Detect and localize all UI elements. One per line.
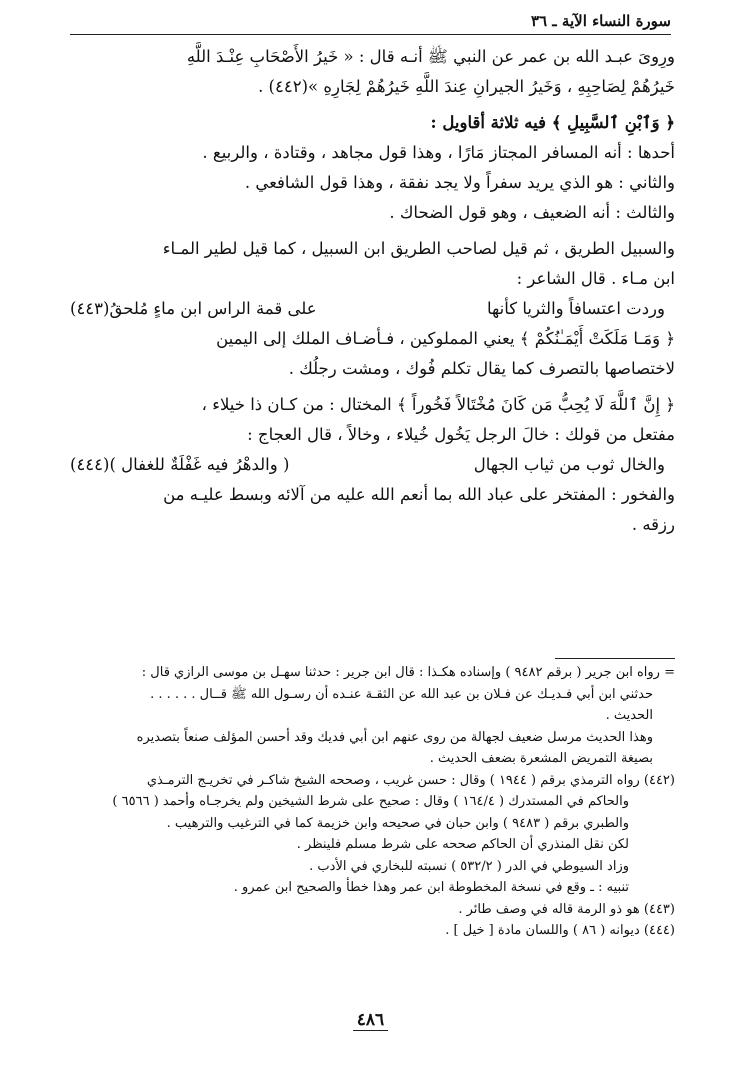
footnote-line: والطبري برقم ( ٩٤٨٣ ) وابن حبان في صحيحه وابن خزيمة كما في الترغيب والترهيب .	[166, 815, 629, 831]
text-line: لاختصاصها بالتصرف كما يقال تكلم فُوك ، ومشت رجلُك .	[288, 359, 675, 378]
footnote-line: تنبيه : ـ وقع في نسخة المخطوطة ابن عمر وهذا خطأ والصحيح ابن عمرو .	[233, 880, 629, 895]
text-line: أحدها : أنه المسافر المجتاز مَارًا ، وهذا قول مجاهد ، وقتادة ، والربيع .	[202, 143, 675, 162]
main-text	[70, 42, 675, 540]
footnote-line: بصيغة التمريض المشعرة بضعف الحديث .	[429, 751, 653, 766]
text-line: والسبيل الطريق ، ثم قيل لصاحب الطريق ابن السبيل ، كما قيل لطير المـاء	[162, 239, 675, 258]
text-line: والفخور : المفتخر على عباد الله بما أنعم الله عليه من آلائه وبسط عليـه من	[163, 485, 675, 504]
text-line: مفتعل من قولك : خالَ الرجل يَخُول خُيلاء ، وخالاً ، قال العجاج :	[247, 425, 675, 444]
footnote-line: = رواه ابن جرير ( برقم ٩٤٨٢ ) وإسناده هكـذا : قال ابن جرير : حدثنا سهـل بن موسى الرازي قال :	[141, 665, 675, 680]
running-header	[70, 8, 671, 35]
footnote-line: (٤٤٤) ديوانه ( ٨٦ ) واللسان مادة [ خيل ] .	[445, 923, 675, 938]
verse-first-hemistich: والخال ثوب من ثياب الجهال	[473, 455, 665, 474]
poetry-verse	[70, 450, 675, 480]
footnote-line: الحديث .	[605, 708, 653, 723]
text-line: والثاني : هو الذي يريد سفراً ولا يجد نفقة ، وهذا قول الشافعي .	[244, 173, 675, 192]
verse-first-hemistich: وردت اعتسافاً والثريا كأنها	[486, 299, 665, 318]
text-line: رزقه .	[631, 515, 675, 534]
footnote-line: (٤٤٢) رواه الترمذي برقم ( ١٩٤٤ ) وقال : حسن غريب ، وصححه الشيخ شاكـر في تخريـج الترمـذي	[146, 772, 675, 788]
poetry-verse	[70, 294, 675, 324]
text-line: ابن مـاء . قال الشاعر :	[516, 269, 675, 288]
verse-second-hemistich: ( والدهْرُ فيه غَفْلَةٌ للغفال )(٤٤٤)	[70, 455, 290, 474]
text-line: ﴿ وَمَـا مَلَكَتْ أَيْمَـٰنُكُمْ ﴾ يعني المملوكين ، فـأضـاف الملك إلى اليمين	[216, 329, 675, 348]
page-number-value: ٤٨٦	[353, 1010, 388, 1031]
text-line: والثالث : أنه الضعيف ، وهو قول الضحاك .	[389, 203, 675, 222]
footnote-line: (٤٤٣) هو ذو الرمة قاله في وصف طائر .	[458, 901, 675, 917]
text-line: خَيرُهُمْ لِصَاحِبِهِ ، وَخَيرُ الجيرانِ عِندَ اللَّهِ خَيرُهُمْ لِجَارِهِ »(٤٤٢) .	[258, 77, 675, 96]
verse-second-hemistich: على قمة الراس ابن ماءٍ مُلحقُ(٤٤٣)	[70, 299, 317, 318]
verse-heading: ﴿ وَٱبْنِ ٱلسَّبِيلِ ﴾ فيه ثلاثة أقاويل :	[430, 113, 675, 132]
footnote-divider	[555, 658, 675, 659]
page-number	[0, 1010, 741, 1030]
footnote-line: وهذا الحديث مرسل ضعيف لجهالة من روى عنهم ابن أبي فديك وقد أحسن المؤلف صنعاً بتصديره	[136, 729, 653, 745]
footnote-line: والحاكم في المستدرك ( ١٦٤/٤ ) وقال : صحيح على شرط الشيخين ولم يخرجـاه وأحمد ( ٦٥٦٦ )	[112, 794, 629, 809]
text-line: ورِوىَ عبـد الله بن عمر عن النبي ﷺ أنـه قال : « خَيرُ الأَصْحَابِ عِنْـدَ اللَّهِ	[186, 47, 675, 66]
running-title: سورة النساء الآية ـ ٣٦	[530, 12, 671, 30]
footnote-line: حدثني ابن أبي فـديـك عن فـلان بن عبد الله عن الثقـة عنـده أن رسـول الله ﷺ قــال . . . . . .	[150, 686, 653, 702]
footnotes	[70, 662, 675, 942]
footnote-line: وزاد السيوطي في الدر ( ٥٣٢/٢ ) نسبته للبخاري في الأدب .	[309, 858, 629, 874]
text-line: ﴿ إِنَّ ٱللَّهَ لَا يُحِبُّ مَن كَانَ مُخْتَالاً فَخُوراً ﴾ المختال : من كـان ذا خيلاء ،	[201, 395, 675, 414]
footnote-line: لكن نقل المنذري أن الحاكم صححه على شرط مسلم فلينظر .	[296, 837, 629, 852]
